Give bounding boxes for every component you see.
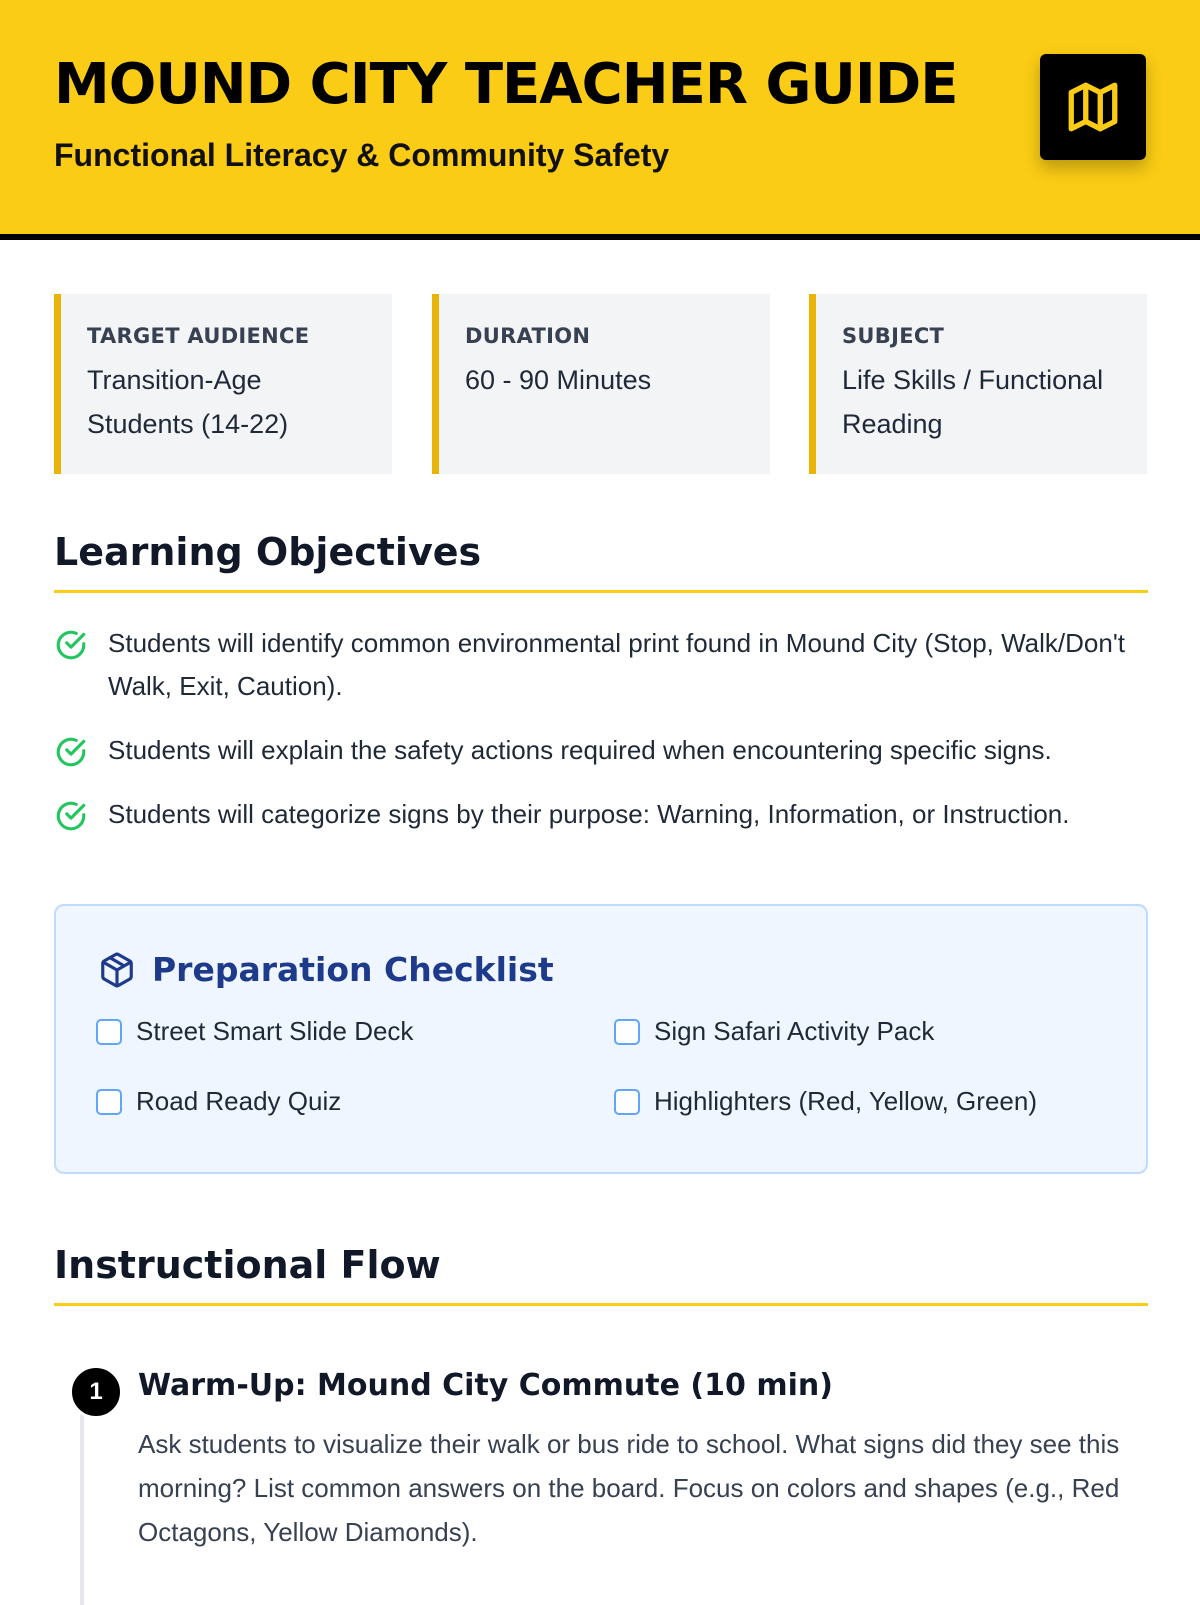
info-card-subject xyxy=(809,294,1147,474)
flow-heading: Instructional Flow xyxy=(54,1243,1148,1306)
info-card-label: TARGET AUDIENCE xyxy=(87,324,310,348)
info-card-value: 60 - 90 Minutes xyxy=(465,365,652,395)
objective-text: Students will categorize signs by their purpose: Warning, Information, or Instruction. xyxy=(108,799,1070,829)
checkbox[interactable] xyxy=(614,1089,640,1115)
checklist-item[interactable] xyxy=(614,1086,1037,1117)
preparation-heading xyxy=(98,950,554,989)
objective-item xyxy=(54,729,1148,772)
timeline-line xyxy=(80,1395,84,1605)
info-card-label: SUBJECT xyxy=(842,324,945,348)
checklist-label: Road Ready Quiz xyxy=(136,1086,342,1116)
step-description: Ask students to visualize their walk or bus ride to school. What signs did they see this morning? List common answers on the board. Focus on colors and shapes (e.g., Red Octagons, Yellow Diamonds). xyxy=(138,1429,1120,1547)
objective-item xyxy=(54,793,1148,836)
checklist-item[interactable] xyxy=(96,1016,413,1047)
check-circle-icon xyxy=(54,799,88,833)
check-circle-icon xyxy=(54,735,88,769)
objectives-heading: Learning Objectives xyxy=(54,530,1148,593)
checkbox[interactable] xyxy=(96,1089,122,1115)
info-card-value: Transition-Age Students (14-22) xyxy=(87,365,289,439)
checklist-item[interactable] xyxy=(614,1016,934,1047)
package-icon xyxy=(98,951,136,989)
checklist-label: Street Smart Slide Deck xyxy=(136,1016,414,1046)
preparation-checklist xyxy=(54,904,1148,1174)
checklist-label: Sign Safari Activity Pack xyxy=(654,1016,935,1046)
checkbox[interactable] xyxy=(614,1019,640,1045)
info-card-duration xyxy=(432,294,770,474)
checklist-label: Highlighters (Red, Yellow, Green) xyxy=(654,1086,1037,1116)
objective-text: Students will explain the safety actions required when encountering specific signs. xyxy=(108,735,1052,765)
objective-item xyxy=(54,622,1148,708)
info-card-audience xyxy=(54,294,392,474)
page-title: MOUND CITY TEACHER GUIDE xyxy=(54,52,958,117)
page-subtitle: Functional Literacy & Community Safety xyxy=(54,137,670,173)
info-card-label: DURATION xyxy=(465,324,591,348)
checklist-item[interactable] xyxy=(96,1086,341,1117)
step-title: Warm-Up: Mound City Commute (10 min) xyxy=(138,1368,833,1403)
map-icon xyxy=(1064,78,1122,136)
map-icon-badge xyxy=(1040,54,1146,160)
preparation-title: Preparation Checklist xyxy=(152,950,554,989)
checkbox[interactable] xyxy=(96,1019,122,1045)
header-banner xyxy=(0,0,1200,240)
info-card-value: Life Skills / Functional Reading xyxy=(842,365,1104,439)
objective-text: Students will identify common environmental print found in Mound City (Stop, Walk/Don't Walk, Exit, Caution). xyxy=(108,628,1126,701)
check-circle-icon xyxy=(54,628,88,662)
step-number-badge: 1 xyxy=(69,1365,123,1419)
